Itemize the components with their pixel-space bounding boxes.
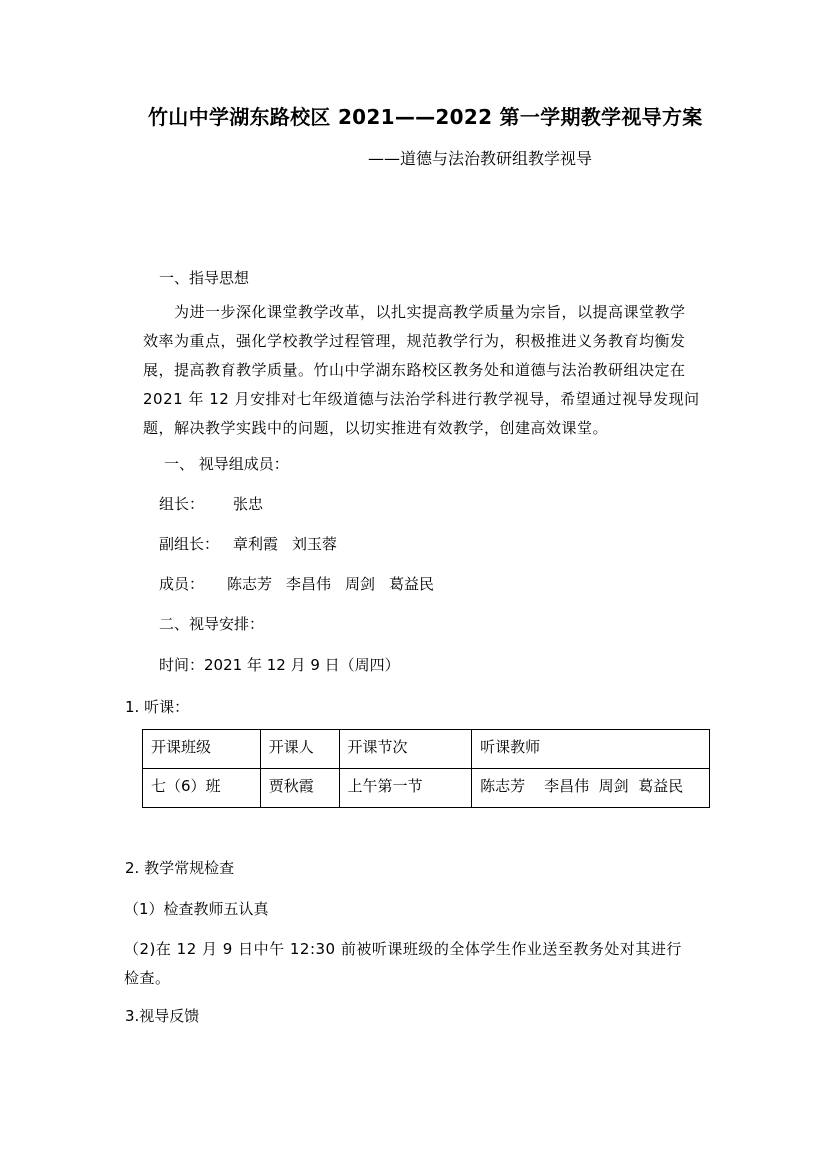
list-item-lesson-observation: 1. 听课： (125, 698, 190, 716)
document-title: 竹山中学湖东路校区 2021——2022 第一学期教学视导方案 (148, 105, 703, 129)
document-subtitle: ——道德与法治教研组教学视导 (368, 149, 593, 168)
table-header-cell: 开课班级 (143, 730, 261, 769)
table-cell-class: 七（6）班 (143, 769, 261, 808)
member-name: 葛益民 (389, 575, 435, 593)
table-cell-teacher: 贾秋霞 (260, 769, 339, 808)
deputy-names (233, 533, 337, 554)
check-item-2-line: （2)在 12 月 9 日中午 12:30 前被听课班级的全体学生作业送至教务处对其进行 (124, 940, 682, 958)
check-item-2 (124, 935, 714, 993)
check-item-1: （1）检查教师五认真 (124, 900, 269, 918)
table-header-row (143, 730, 710, 769)
section-heading-members: 一、 视导组成员： (164, 455, 289, 473)
deputy-label: 副组长： (159, 535, 220, 553)
leader-label: 组长： (159, 495, 205, 513)
guiding-paragraph (143, 298, 711, 443)
section-heading-guiding: 一、指导思想 (159, 269, 250, 287)
members-label: 成员： (159, 575, 205, 593)
members-names (227, 573, 434, 594)
table-cell-period: 上午第一节 (339, 769, 472, 808)
deputy-name: 刘玉蓉 (292, 535, 338, 553)
lesson-schedule-table (142, 729, 710, 808)
paragraph-line: 展，提高教育教学质量。竹山中学湖东路校区教务处和道德与法治教研组决定在 (143, 361, 686, 379)
table-row (143, 769, 710, 808)
paragraph-line: 2021 年 12 月安排对七年级道德与法治学科进行教学视导，希望通过视导发现问 (143, 390, 700, 408)
paragraph-line: 为进一步深化课堂教学改革，以扎实提高教学质量为宗旨，以提高课堂教学 (174, 303, 686, 321)
leader-names: 张忠 (233, 495, 264, 513)
member-name: 陈志芳 (227, 575, 273, 593)
paragraph-line: 题，解决教学实践中的问题，以切实推进有效教学，创建高效课堂。 (143, 419, 609, 437)
deputy-name: 章利霞 (233, 535, 279, 553)
list-item-feedback: 3.视导反馈 (125, 1007, 200, 1025)
check-item-2-line: 检查。 (124, 969, 171, 987)
member-name: 李昌伟 (286, 575, 332, 593)
list-item-routine-check: 2. 教学常规检查 (125, 859, 235, 877)
table-header-cell: 开课节次 (339, 730, 472, 769)
section-heading-arrangement: 二、视导安排： (159, 615, 265, 633)
member-name: 周剑 (345, 575, 376, 593)
paragraph-line: 效率为重点，强化学校教学过程管理，规范教学行为，积极推进义务教育均衡发 (143, 332, 686, 350)
table-header-cell: 开课人 (260, 730, 339, 769)
table-cell-observers: 陈志芳 李昌伟 周剑 葛益民 (472, 769, 710, 808)
table-header-cell: 听课教师 (472, 730, 710, 769)
schedule-time: 时间：2021 年 12 月 9 日（周四） (159, 656, 400, 674)
